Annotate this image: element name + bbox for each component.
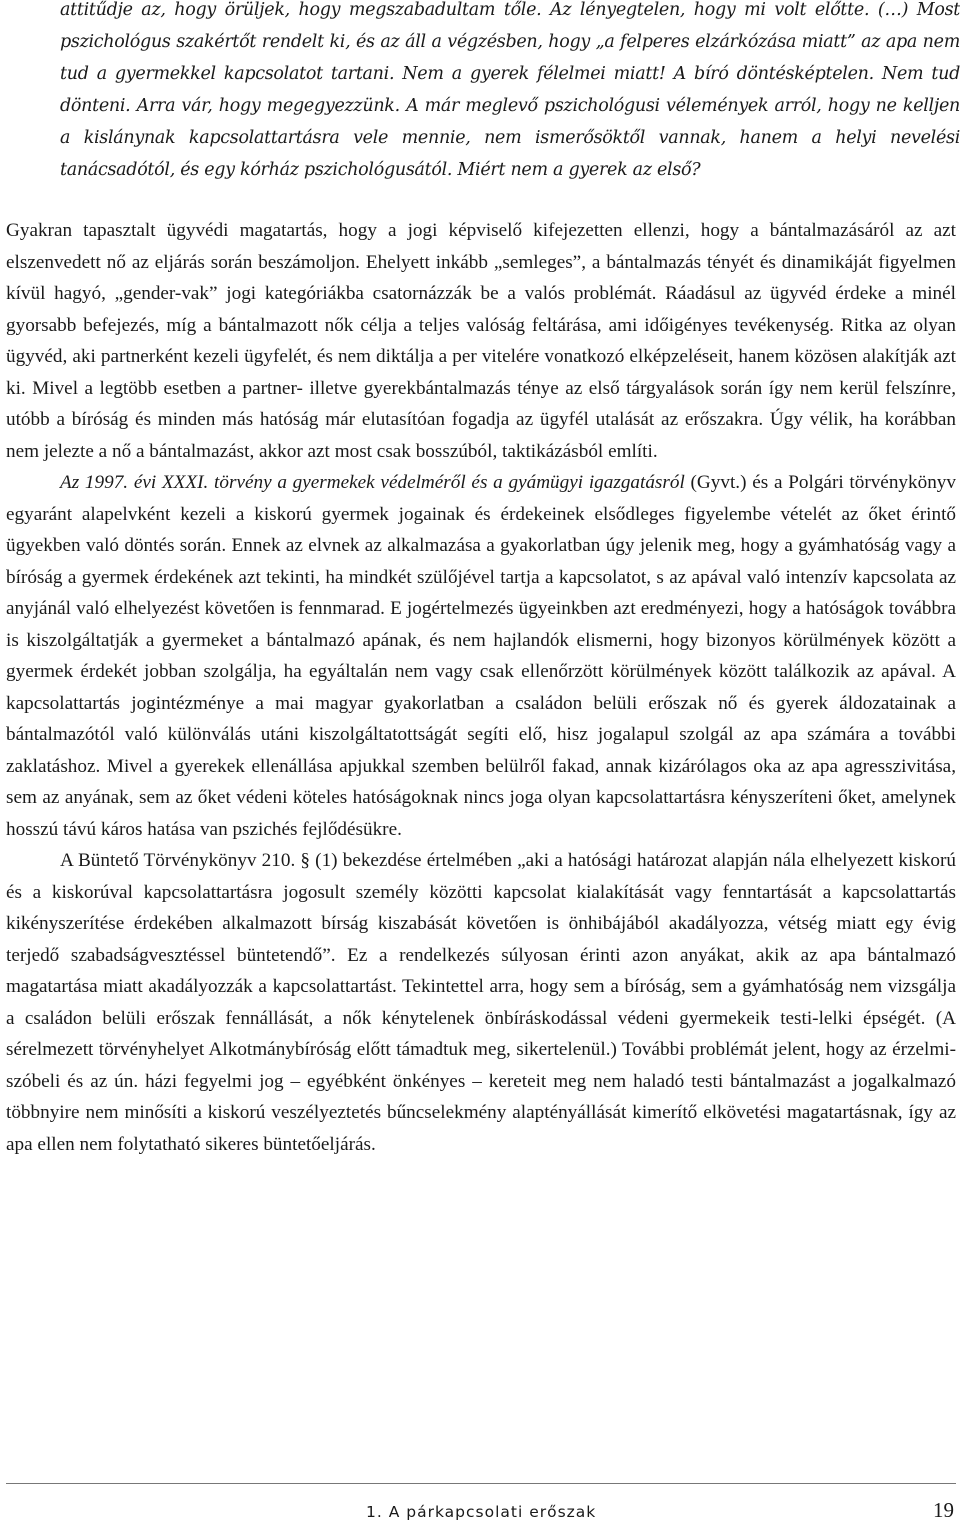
paragraph-gyvt <box>6 467 956 845</box>
body-text <box>6 215 956 1160</box>
paragraph-lawyer-behaviour: Gyakran tapasztalt ügyvédi magatartás, hogy a jogi képviselő kifejezetten ellenzi, hogy a bántalmazásáról az azt elszenvedett nő az eljárás során beszámoljon. Ehelyett inkább „semleges”, a bántalmazás tényét és dinamikáját figyelmen kívül hagyó, „gender-vak” jogi kategóriákba csatornázzák be a valós problémát. Ráadásul az ügyvéd érdeke a minél gyorsabb befejezés, míg a bántalmazott nők célja a teljes valóság feltárása, ami időigényes tevékenység. Ritka az olyan ügyvéd, aki partnerként kezeli ügyfelét, és nem diktálja a per vitelére vonatkozó elképzeléseit, hanem közösen alakítják azt ki. Mivel a legtöbb esetben a partner- illetve gyerekbántalmazás ténye az első tárgyalások során így nem kerül felszínre, utóbb a bíróság és minden más hatóság már elutasítóan fogadja az ügyfél utalását az erőszakra. Úgy vélik, ha korábban nem jelezte a nő a bántalmazást, akkor azt most csak bosszúból, taktikázásból említi. <box>6 220 956 462</box>
paragraph-gyvt-text: (Gyvt.) és a Polgári törvénykönyv egyaránt alapelvként kezeli a kiskorú gyermek jogainak és érdekeinek elsődleges figyelembe vételét az őket érintő ügyekben való döntés során. Ennek az elvnek az alkalmazása a gyakorlatban úgy jelenik meg, hogy a gyámhatóság vagy a bíróság a gyermek érdekének azt tekinti, ha mindkét szülőjével tartja a kapcsolatot, s az apával való intenzív kapcsolata az anyjánál való elhelyezést követően is fennmarad. E jogértelmezés ügyeinkben azt eredményezi, hogy a hatóságok továbbra is kiszolgáltatják a gyermeket a bántalmazó apának, és nem hajlandók elismerni, hogy bizonyos körülmények között a gyermek érdekét jobban szolgálja, ha egyáltalán nem vagy csak ellenőrzött körülmények között találkozik az apával. A kapcsolattartás jogintézménye a mai magyar gyakorlatban a családon belüli erőszak nő és gyerek áldozatainak a bántalmazótól való különválás utáni kiszolgáltatottságát segíti elő, hisz jogalapul szolgál az apa számára a további zaklatáshoz. Mivel a gyerekek ellenállása apjukkal szemben belülről fakad, annak kizárólagos oka az apa agresszivitása, sem az anyának, sem az őket védeni köteles hatóságoknak nincs joga olyan kapcsolattartásra kényszeríteni őket, amelynek hosszú távú káros hatása van pszichés fejlődésükre. <box>6 472 956 840</box>
running-footer-chapter: 1. A párkapcsolati erőszak <box>366 1503 597 1521</box>
paragraph-btk: A Büntető Törvénykönyv 210. § (1) bekezdése értelmében „aki a hatósági határozat alapján nála elhelyezett kiskorú és a kiskorúval kapcsolattartásra jogosult személy közötti kapcsolat kialakítását vagy fenntartását a kapcsolattartás kikényszerítése érdekében alkalmazott bírság kiszabását követően is önhibájából akadályozza, vétség miatt egy évig terjedő szabadságvesztéssel büntetendő”. Ez a rendelkezés súlyosan érinti azon anyákat, akik az apa bántalmazó magatartása miatt akadályozzák a kapcsolattartást. Tekintettel arra, hogy sem a bíróság, sem a gyámhatóság nem vizsgálja a családon belüli erőszak fennállását, a nők kénytelenek önbíráskodással védeni gyermekeik testi-lelki épségét. (A sérelmezett törvényhelyet Alkotmánybíróság előtt támadtuk meg, sikertelenül.) További problémát jelent, hogy az érzelmi-szóbeli és az ún. házi fegyelmi jog – egyébként önkényes – kereteit meg nem haladó testi bántalmazást a jogalkalmazó többnyire nem minősíti a kiskorú veszélyeztetés bűncselekmény alaptényállását kimerítő elkövetési magatartásnak, így az apa ellen nem folytatható sikeres büntetőeljárás. <box>6 850 956 1155</box>
page-number: 19 <box>933 1498 954 1522</box>
italic-quote-block: attitűdje az, hogy örüljek, hogy megszabadultam tőle. Az lényegtelen, hogy mi volt előtte. (…) Most pszichológus szakértőt rendelt ki, és az áll a végzésben, hogy „a felperes elzárkózása miatt” az apa nem tud a gyermekkel kapcsolatot tartani. Nem a gyerek félelmei miatt! A bíró döntésképtelen. Nem tud dönteni. Arra vár, hogy megegyezzünk. A már meglevő pszichológusi vélemények arról, hogy ne kelljen a kislánynak kapcsolattartásra vele mennie, nem ismerősöktől vannak, hanem a helyi nevelési tanácsadótól, és egy kórház pszichológusától. Miért nem a gyerek az első? <box>60 0 960 180</box>
footer-divider <box>6 1483 956 1484</box>
law-title-italic: Az 1997. évi XXXI. törvény a gyermekek védelméről és a gyámügyi igazgatásról <box>60 472 685 493</box>
